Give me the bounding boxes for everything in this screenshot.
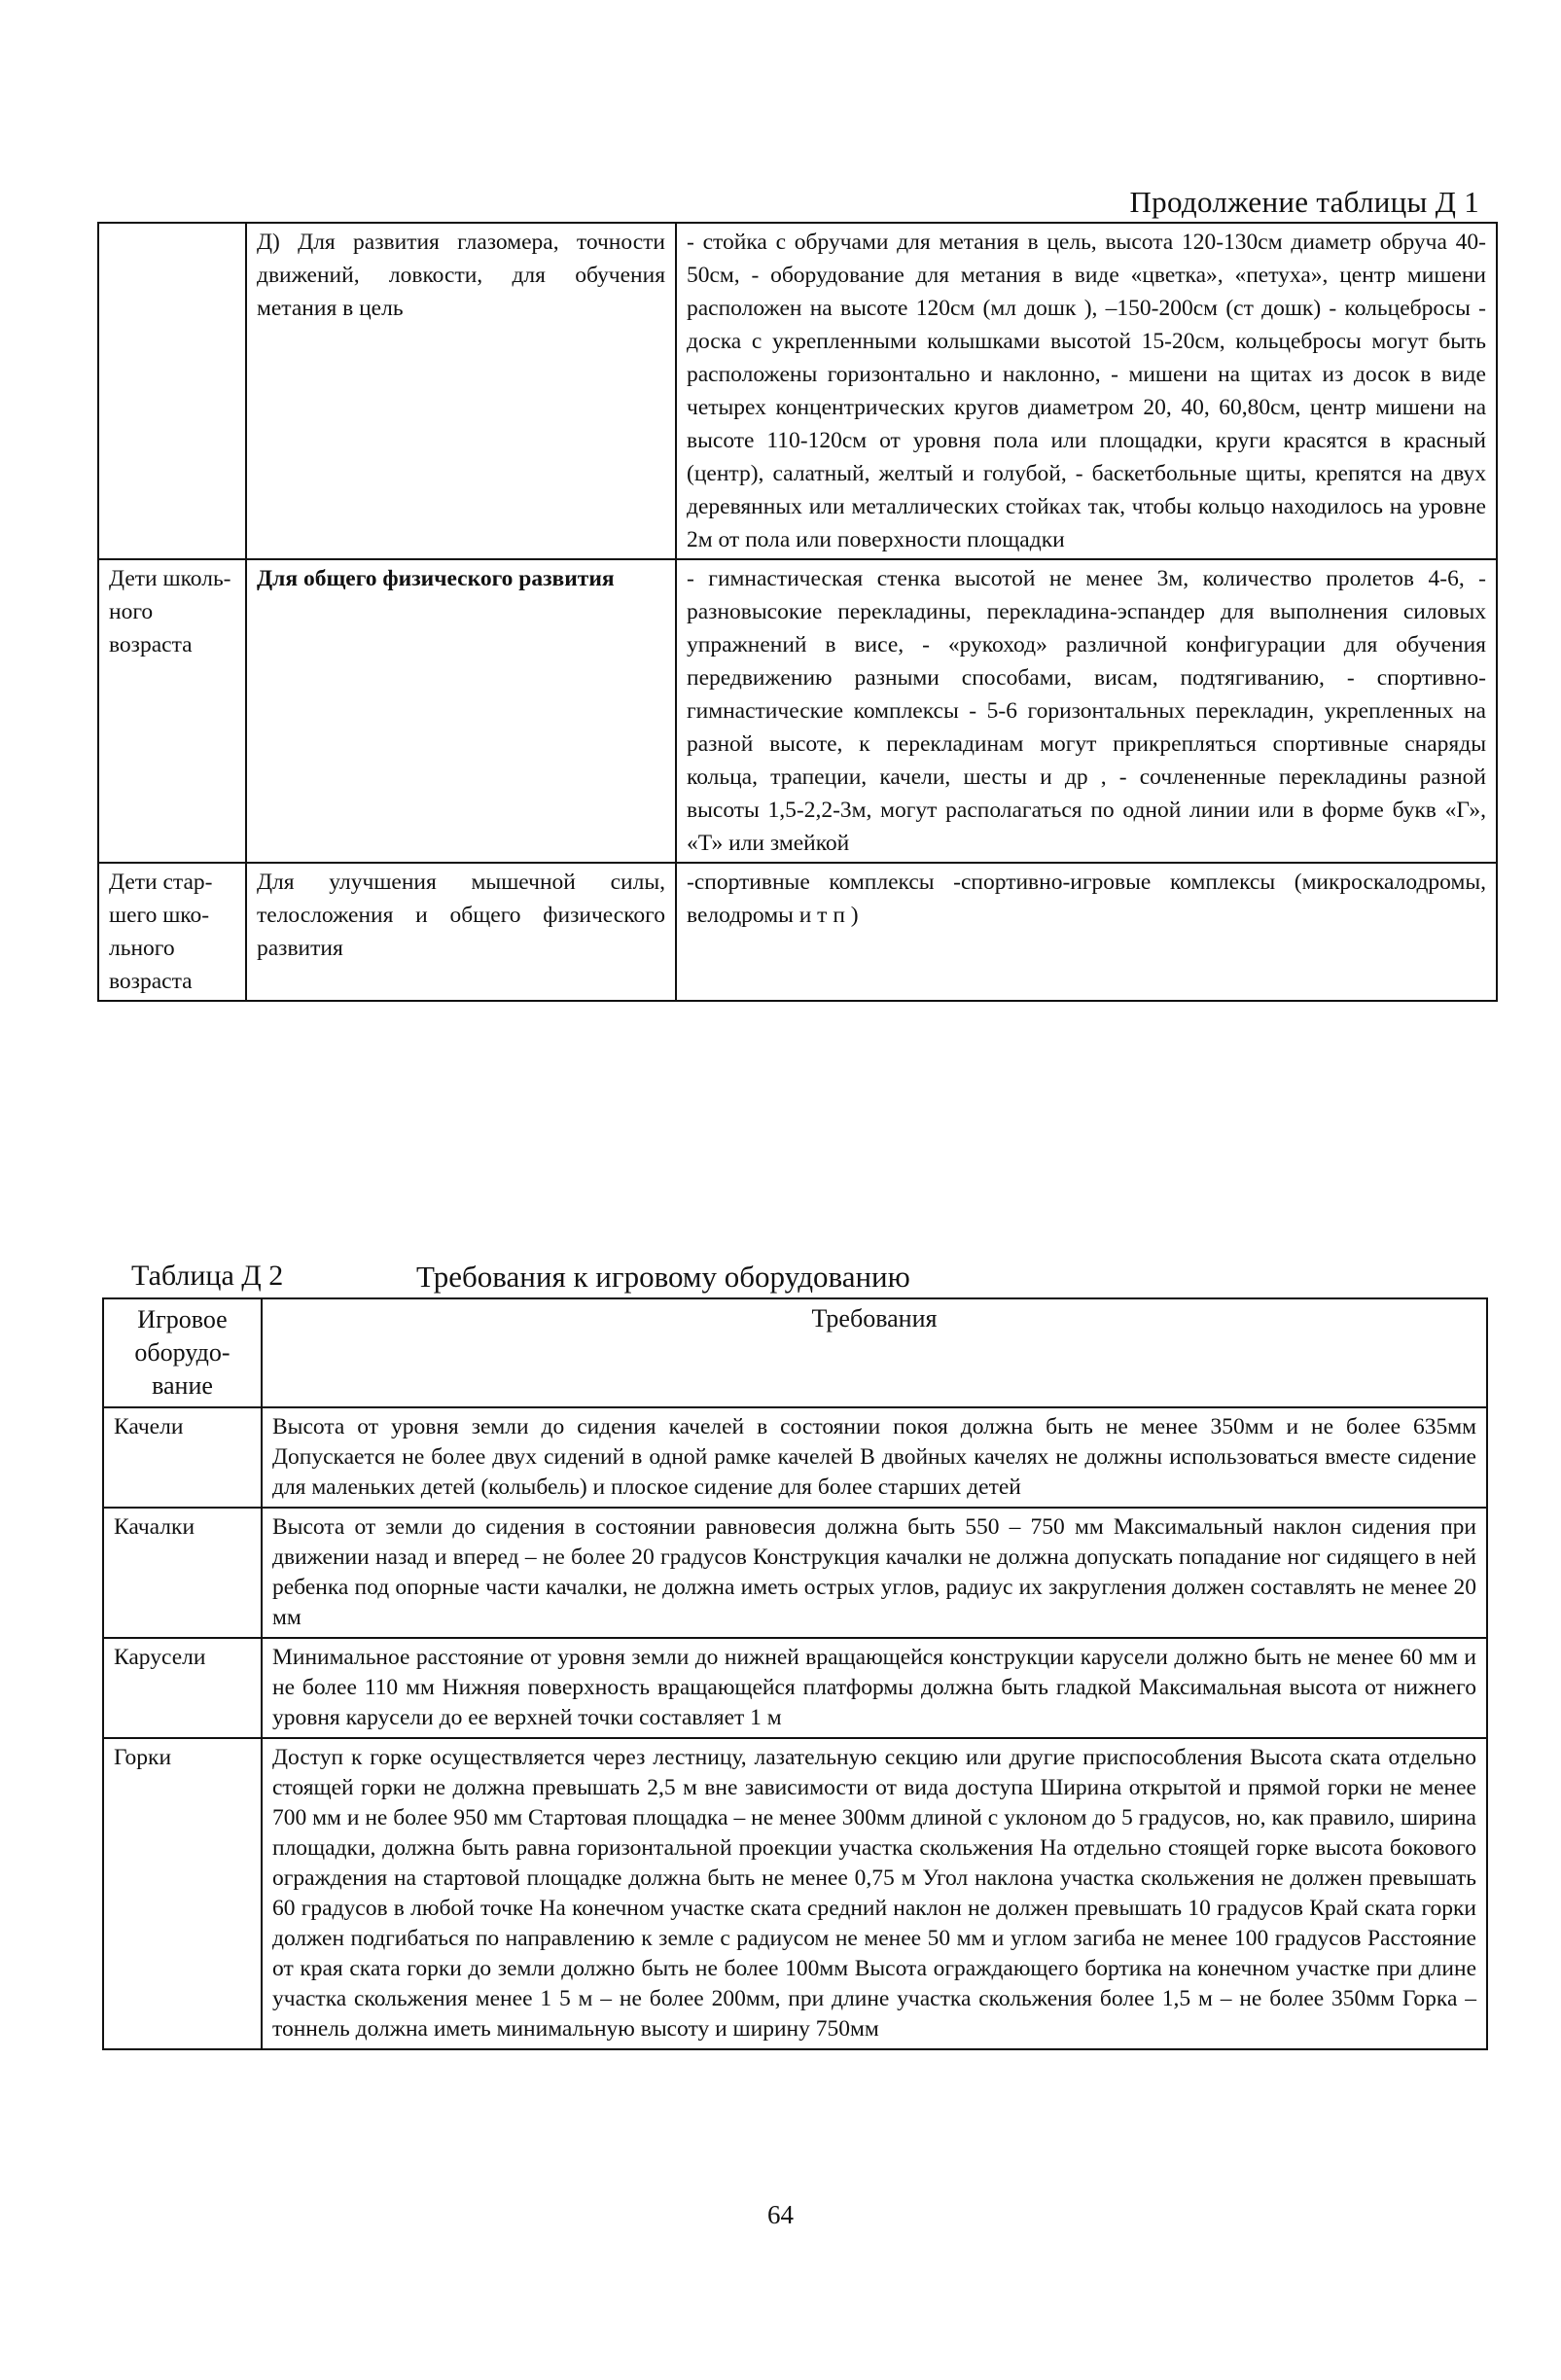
table-row bbox=[98, 559, 1497, 863]
equipment-name-cell: Качели bbox=[103, 1407, 262, 1508]
table-row bbox=[98, 863, 1497, 1001]
equipment-name-cell: Горки bbox=[103, 1738, 262, 2049]
table-row bbox=[103, 1407, 1487, 1508]
requirements-text: Высота от земли до сидения в состоянии равновесия должна быть 550 – 750 мм Максимальный наклон сидения при движении назад и вперед – не более 20 градусов Конструкция качалки не должна допускать попадание ног сидящего в ней ребенка под опорные части качалки, не должна иметь острых углов, радиус их закругления должен составлять не менее 20 мм bbox=[272, 1514, 1476, 1630]
requirements-text: Доступ к горке осуществляется через лестницу, лазательную секцию или другие приспособления Высота ската отдельно стоящей горки не должна превышать 2,5 м вне зависимости от вида доступа Ширина открытой и прямой горки не менее 700 мм и не более 950 мм Стартовая площадка – не менее 300мм длиной с уклоном до 5 градусов, но, как правило, ширина площадки, должна быть равна горизонтальной проекции участка скольжения На отдельно стоящей горке высота бокового ограждения на стартовой площадке должна быть не менее 0,75 м Угол наклона участка скольжения не должен превышать 60 градусов в любой точке На конечном участке ската средний наклон не должен превышать 10 градусов Край ската горки должен подгибаться по направлению к земле с радиусом не менее 50 мм и углом загиба не менее 100 градусов Расстояние от края ската горки до земли должно быть не более 100мм Высота ограждающего бортика на конечном участке при длине участка скольжения менее 1 5 м – не более 200мм, при длине участка скольжения более 1,5 м – не более 350мм Горка – тоннель должна иметь минимальную высоту и ширину 750мм bbox=[272, 1745, 1476, 2042]
table1-continuation-label: Продолжение таблицы Д 1 bbox=[1129, 185, 1479, 219]
page-number: 64 bbox=[767, 2200, 794, 2229]
table-header-row bbox=[103, 1298, 1487, 1407]
equipment-cell: -спортивные комплексы -спортивно-игровые комплексы (микроскалодромы, велодромы и т п ) bbox=[676, 863, 1497, 1001]
requirements-cell bbox=[262, 1738, 1487, 2049]
requirements-cell bbox=[262, 1407, 1487, 1508]
requirements-text: Минимальное расстояние от уровня земли до нижней вращающейся конструкции карусели должно быть не менее 60 мм и не более 110 мм Нижняя поверхность вращающейся платформы должна быть гладкой Максимальная высота от нижнего уровня карусели до ее верхней точки составляет 1 м bbox=[272, 1645, 1476, 1730]
table-row bbox=[98, 223, 1497, 559]
header-requirements: Требования bbox=[262, 1298, 1487, 1407]
purpose-cell: Для улучшения мышечной силы, телосложения и общего физического развития bbox=[246, 863, 676, 1001]
table2-requirements bbox=[102, 1297, 1488, 2050]
table-row bbox=[103, 1738, 1487, 2049]
requirements-cell bbox=[262, 1508, 1487, 1638]
table2-title: Требования к игровому оборудованию bbox=[416, 1260, 910, 1294]
table-row bbox=[103, 1638, 1487, 1738]
equipment-name-cell: Качалки bbox=[103, 1508, 262, 1638]
equipment-name-cell: Карусели bbox=[103, 1638, 262, 1738]
purpose-cell: Д) Для развития глазомера, точности движений, ловкости, для обучения метания в цель bbox=[246, 223, 676, 559]
equipment-cell: - гимнастическая стенка высотой не менее 3м, количество пролетов 4-6, - разновысокие перекладины, перекладина-эспандер для выполнения силовых упражнений в висе, - «рукоход» различной конфигурации для обучения передвижению разными способами, висам, подтягиванию, - спортивно-гимнастические комплексы - 5-6 горизонтальных перекладин, укрепленных на разной высоте, к перекладинам могут прикрепляться спортивные снаряды кольца, трапеции, качели, шесты и др , - сочлененные перекладины разной высоты 1,5-2,2-3м, могут располагаться по одной линии или в форме букв «Г», «Т» или змейкой bbox=[676, 559, 1497, 863]
table2-caption: Таблица Д 2 bbox=[131, 1260, 284, 1292]
age-group-cell bbox=[98, 223, 246, 559]
purpose-cell: Для общего физического развития bbox=[246, 559, 676, 863]
table1-equipment bbox=[97, 222, 1498, 1002]
header-equipment: Игровое оборудо-вание bbox=[103, 1298, 262, 1407]
age-group-cell: Дети школь-ного возраста bbox=[98, 559, 246, 863]
requirements-cell bbox=[262, 1638, 1487, 1738]
table-row bbox=[103, 1508, 1487, 1638]
requirements-text: Высота от уровня земли до сидения качелей в состоянии покоя должна быть не менее 350мм и не более 635мм Допускается не более двух сидений в одной рамке качелей В двойных качелях не должны использоваться вместе сидение для маленьких детей (колыбель) и плоское сидение для более старших детей bbox=[272, 1414, 1476, 1500]
age-group-cell: Дети стар-шего шко-льного возраста bbox=[98, 863, 246, 1001]
equipment-cell: - стойка с обручами для метания в цель, высота 120-130см диаметр обруча 40-50см, - оборудование для метания в виде «цветка», «петуха», центр мишени расположен на высоте 120см (мл дошк ), –150-200см (ст дошк) - кольцебросы - доска с укрепленными колышками высотой 15-20см, кольцебросы могут быть расположены горизонтально и наклонно, - мишени на щитах из досок в виде четырех концентрических кругов диаметром 20, 40, 60,80см, центр мишени на высоте 110-120см от уровня пола или площадки, круги красятся в красный (центр), салатный, желтый и голубой, - баскетбольные щиты, крепятся на двух деревянных или металлических стойках так, чтобы кольцо находилось на уровне 2м от пола или поверхности площадки bbox=[676, 223, 1497, 559]
